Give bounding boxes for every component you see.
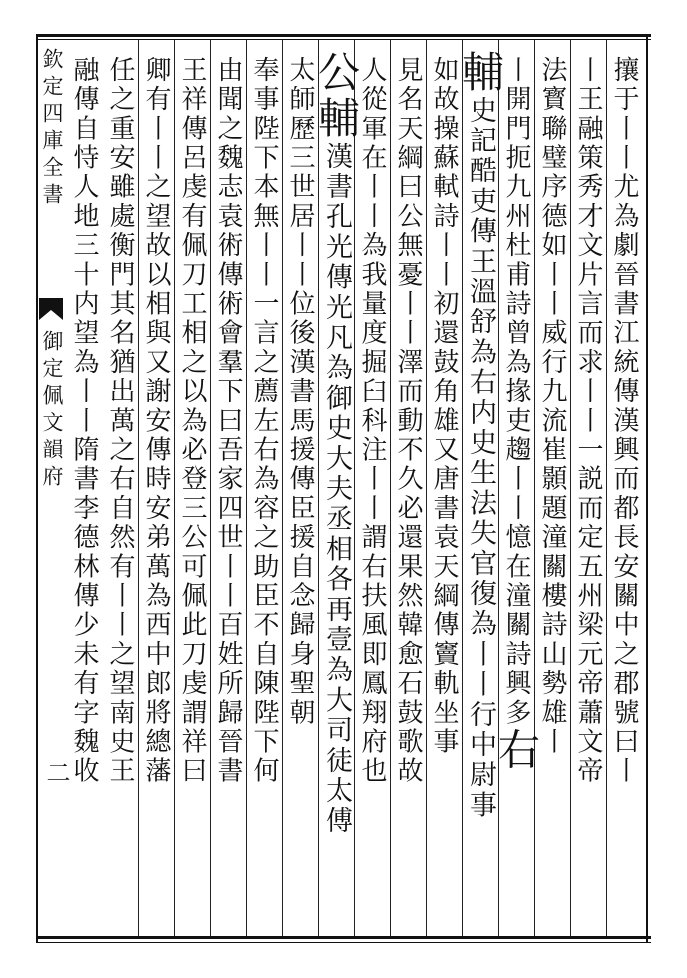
column-text: 丨開門扼九州杜甫詩曾為掾吏趨丨丨憶在潼關詩興多 <box>501 56 531 728</box>
column-divider <box>390 40 391 936</box>
column-divider <box>570 40 571 936</box>
column-divider <box>354 40 355 936</box>
text-column: 攘于丨丨尤為劇晉書江統傳漢興而都長安關中之郡號曰丨 <box>609 56 639 786</box>
column-divider <box>462 40 463 936</box>
column-divider <box>138 40 139 936</box>
text-column: 任之重安雖處衡門其名猶出萬之右自然有丨丨之望南史王 <box>105 56 135 786</box>
column-divider <box>246 40 247 936</box>
right-border <box>646 34 648 943</box>
text-column: 如故操蘇軾詩丨丨初還鼓角雄又唐書袁天綱傳竇軌坐事 <box>429 56 459 757</box>
text-column: 王祥傳呂虔有佩刀工相之以為必登三公可佩此刀虔謂祥曰 <box>177 56 207 786</box>
section-title: 御定佩文韻府 <box>40 330 64 492</box>
left-border <box>36 34 38 943</box>
text-column <box>312 50 361 837</box>
text-column: 奉事陛下本無丨丨一言之薦左右為容之助臣不自陳陛下何 <box>249 56 279 786</box>
column-divider <box>606 40 607 936</box>
text-column <box>492 56 541 774</box>
text-column: 卿有丨丨之望故以相與又謝安傳時安弟萬為西中郎將總藩 <box>141 56 171 786</box>
text-column: 丨王融策秀才文片言而求丨丨一説而定五州梁元帝蕭文帝 <box>573 56 603 786</box>
fishtail-ornament <box>37 296 65 322</box>
book-title: 欽定四庫全書 <box>40 48 64 210</box>
headword-gongfu: 公輔 <box>312 50 361 142</box>
text-column: 法寳聯璧序德如丨丨威行九流崔顥題潼關樓詩山勢雄丨 <box>537 56 567 757</box>
text-column: 太師歷三世居丨丨位後漢書馬援傳臣援自念歸身聖朝 <box>285 56 315 728</box>
headword-you: 右 <box>492 727 541 774</box>
column-divider <box>498 40 499 936</box>
page-number: 二 <box>42 760 70 788</box>
bottom-border-inner <box>36 942 651 943</box>
text-column: 由聞之魏志袁術傳術會羣下曰吾家四世丨丨百姓所歸晉書 <box>213 56 243 786</box>
column-text: 史記酷吏傳王溫舒為右内史生法失官復為丨丨行中尉事 <box>465 96 496 821</box>
text-column: 見名天綱曰公無憂丨丨澤而動不久必還果然韓愈石鼓歌故 <box>393 56 423 786</box>
column-divider <box>318 40 319 936</box>
column-divider <box>282 40 283 936</box>
bottom-border <box>36 936 651 939</box>
column-divider <box>174 40 175 936</box>
text-column <box>456 50 505 821</box>
text-column: 融傳自恃人地三十内望為丨丨隋書李德林傳少未有字魏收 <box>69 56 99 786</box>
column-divider <box>534 40 535 936</box>
column-divider <box>210 40 211 936</box>
top-border-inner <box>36 39 651 40</box>
headword-fu: 輔 <box>456 50 505 96</box>
column-divider <box>426 40 427 936</box>
top-border <box>36 34 651 37</box>
column-text: 漢書孔光傳光凡為御史大夫丞相各再壹為大司徒太傅 <box>321 142 352 837</box>
text-column: 人從軍在丨丨為我量度掘臼科注丨丨謂右扶風即鳳翔府也 <box>357 56 387 786</box>
